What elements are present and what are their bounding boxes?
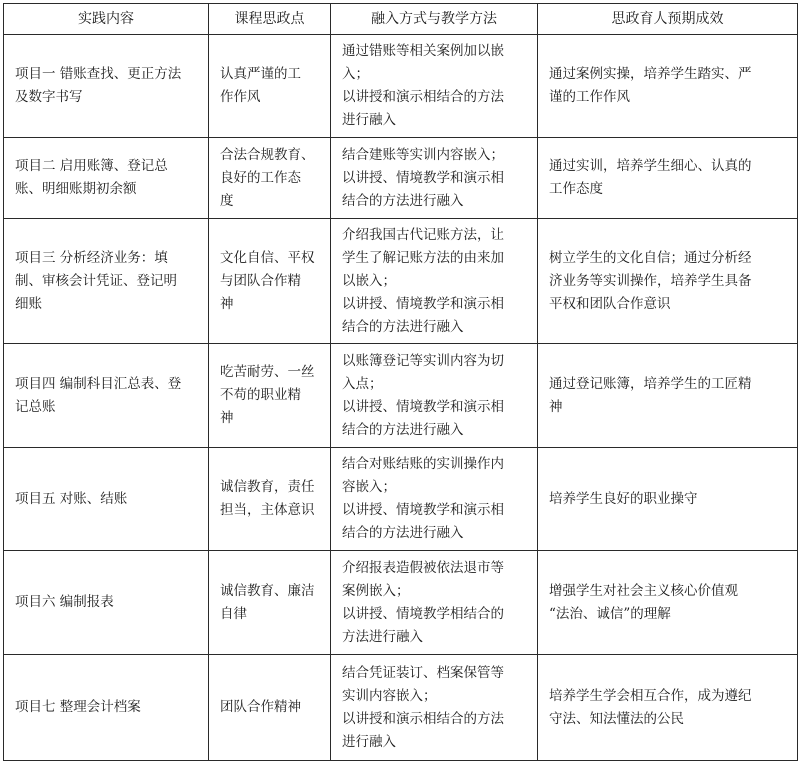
cell-line: 担当，主体意识 [220,502,315,518]
cell-course-point [209,35,331,138]
table-row [4,655,798,761]
cell-line: 文化自信、平权 [220,249,315,266]
table-row [4,344,798,448]
cell-line: 认真严谨的工 [220,66,301,82]
cell-practice-content [4,344,209,448]
cell-line: 良好的工作态 [220,169,301,186]
cell-course-point [209,448,331,551]
cell-integration-method [331,551,538,655]
table-row [4,138,798,219]
cell-line: 项目五 对账、结账 [15,490,128,507]
cell-line: 以讲授、情境教学相结合的 [342,605,504,622]
cell-line: 以讲授、情境教学和演示相 [342,502,504,518]
cell-line: 不苟的职业精 [220,387,301,403]
cell-line: 济业务等实训操作，培养学生具备 [549,272,752,289]
cell-line: 通过错账等相关案例加以嵌 [342,43,504,59]
cell-line: 树立学生的文化自信；通过分析经 [549,249,752,266]
cell-practice-content [4,551,209,655]
cell-practice-content [4,655,209,761]
cell-integration-method [331,35,538,138]
cell-line: 吃苦耐劳、一丝 [220,364,315,380]
header-practice-content: 实践内容 [4,4,209,35]
cell-line: 介绍我国古代记账方法，让 [342,226,504,243]
cell-integration-method [331,448,538,551]
cell-line: 合法合规教育、 [220,146,315,163]
table-row [4,448,798,551]
cell-line: 以嵌入； [342,272,396,289]
cell-course-point [209,655,331,761]
cell-course-point [209,138,331,219]
cell-line: 通过案例实操，培养学生踏实、严 [549,66,752,82]
table-header-row [4,4,798,35]
cell-line: 结合的方法进行融入 [342,192,464,209]
cell-line: 增强学生对社会主义核心价值观 [549,582,738,599]
cell-line: 通过登记账簿，培养学生的工匠精 [549,375,752,392]
cell-line: 进行融入 [342,112,396,128]
header-integration-method: 融入方式与教学方法 [331,4,538,35]
cell-expected-outcome [538,138,798,219]
cell-line: 作作风 [220,89,261,105]
cell-line: 与团队合作精 [220,272,301,289]
cell-expected-outcome [538,35,798,138]
cell-integration-method [331,344,538,448]
cell-line: 结合建账等实训内容嵌入； [342,146,504,163]
cell-line: 方法进行融入 [342,628,423,645]
cell-line: 诚信教育，责任 [220,479,315,495]
cell-line: 学生了解记账方法的由来加 [342,249,504,266]
cell-course-point [209,551,331,655]
ideological-teaching-table [3,3,798,761]
cell-line: 神 [220,410,234,426]
cell-line: 记总账 [15,398,56,415]
cell-line: “法治、诚信”的理解 [549,605,671,622]
cell-line: 通过实训，培养学生细心、认真的 [549,158,752,174]
cell-line: 平权和团队合作意识 [549,295,671,312]
cell-line: 容嵌入； [342,479,396,495]
cell-integration-method [331,138,538,219]
header-course-ideological-point: 课程思政点 [209,4,331,35]
cell-line: 项目四 编制科目汇总表、登 [15,375,182,392]
cell-line: 项目三 分析经济业务：填 [15,249,168,266]
cell-integration-method [331,219,538,344]
table-row [4,551,798,655]
cell-line: 以讲授和演示相结合的方法 [342,89,504,105]
cell-line: 实训内容嵌入； [342,687,437,704]
cell-line: 入； [342,66,369,82]
cell-line: 细账 [15,295,42,312]
cell-line: 度 [220,192,234,209]
cell-line: 入点； [342,375,383,392]
cell-practice-content [4,35,209,138]
cell-line: 神 [549,398,563,415]
cell-line: 结合凭证装订、档案保管等 [342,664,504,681]
cell-line: 制、审核会计凭证、登记明 [15,272,177,289]
cell-practice-content [4,219,209,344]
cell-course-point [209,219,331,344]
cell-line: 项目二 启用账簿、登记总 [15,158,168,174]
cell-integration-method [331,655,538,761]
cell-line: 以账簿登记等实训内容为切 [342,352,504,369]
cell-line: 进行融入 [342,733,396,750]
table-row [4,35,798,138]
cell-expected-outcome [538,448,798,551]
cell-practice-content [4,448,209,551]
cell-line: 团队合作精神 [220,699,301,715]
table-row [4,219,798,344]
cell-expected-outcome [538,219,798,344]
cell-line: 以讲授、情境教学和演示相 [342,169,504,186]
cell-line: 培养学生良好的职业操守 [549,490,698,507]
cell-line: 结合对账结账的实训操作内 [342,456,504,472]
cell-line: 守法、知法懂法的公民 [549,710,684,727]
cell-line: 培养学生学会相互合作，成为遵纪 [549,687,752,704]
cell-expected-outcome [538,344,798,448]
cell-line: 以讲授、情境教学和演示相 [342,295,504,312]
cell-line: 神 [220,295,234,312]
cell-course-point [209,344,331,448]
cell-line: 诚信教育、廉洁 [220,582,315,599]
cell-line: 账、明细账期初余额 [15,181,137,197]
cell-line: 结合的方法进行融入 [342,525,464,541]
header-expected-outcome: 思政育人预期成效 [538,4,798,35]
cell-practice-content [4,138,209,219]
cell-line: 谨的工作作风 [549,89,630,105]
cell-line: 自律 [220,605,247,622]
cell-line: 项目一 错账查找、更正方法 [15,66,182,82]
cell-expected-outcome [538,551,798,655]
cell-line: 及数字书写 [15,89,83,105]
cell-expected-outcome [538,655,798,761]
cell-line: 结合的方法进行融入 [342,421,464,438]
cell-line: 以讲授和演示相结合的方法 [342,710,504,727]
cell-line: 项目六 编制报表 [15,594,114,610]
cell-line: 工作态度 [549,181,603,197]
cell-line: 结合的方法进行融入 [342,318,464,335]
cell-line: 案例嵌入； [342,582,410,599]
cell-line: 以讲授、情境教学和演示相 [342,398,504,415]
cell-line: 介绍报表造假被依法退市等 [342,559,504,576]
cell-line: 项目七 整理会计档案 [15,699,141,715]
